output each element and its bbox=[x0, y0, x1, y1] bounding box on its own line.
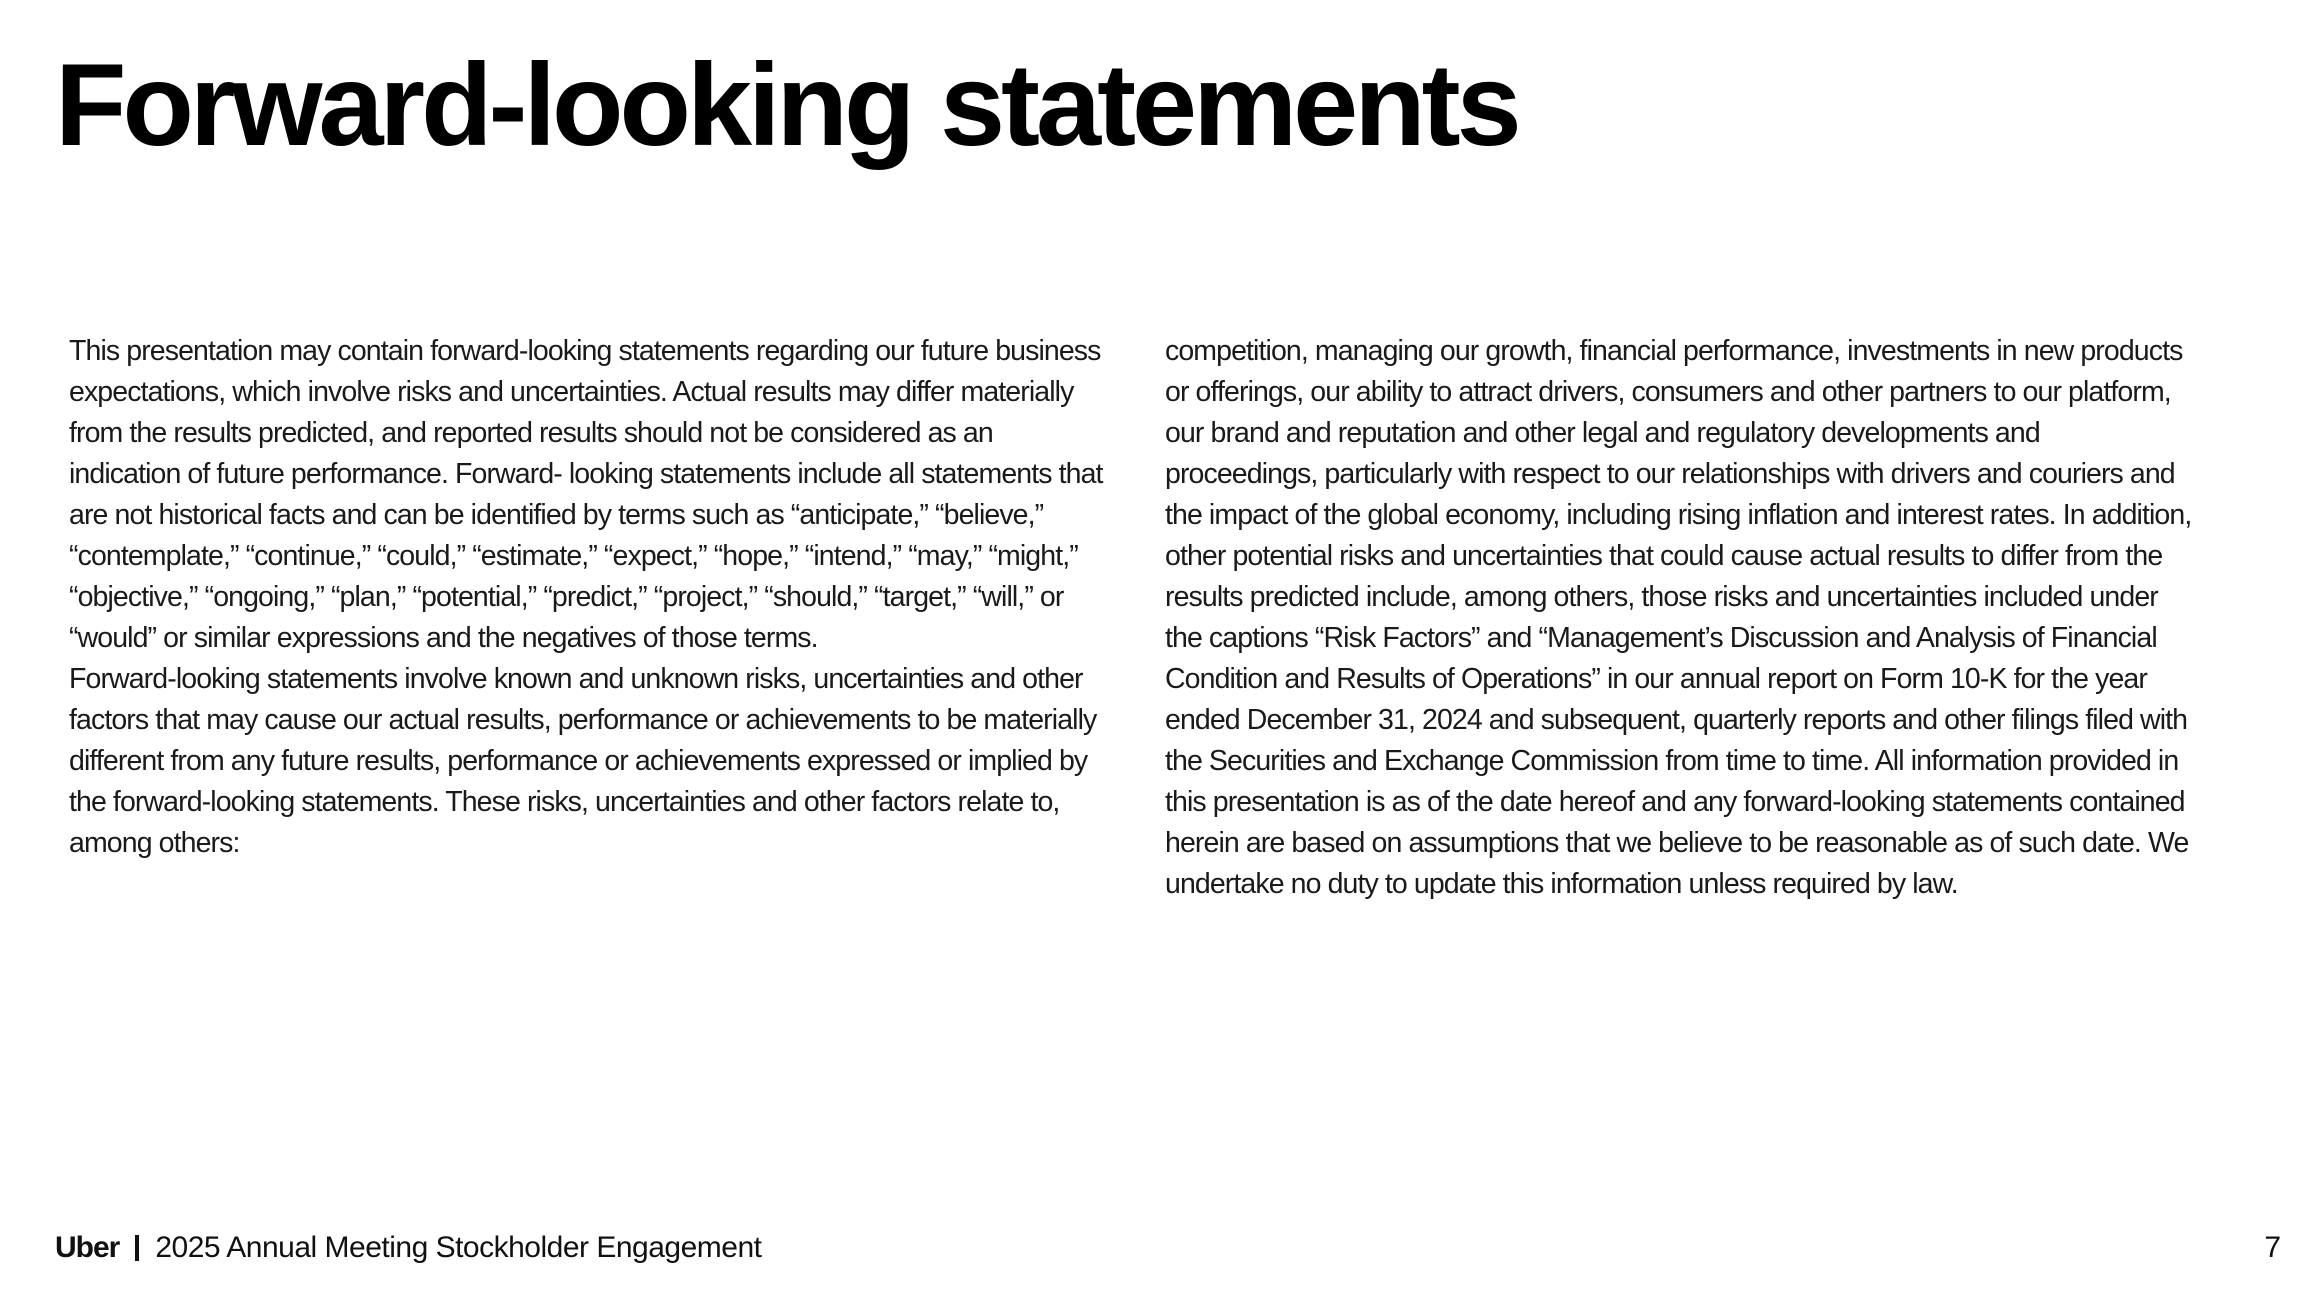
page-title: Forward-looking statements bbox=[55, 39, 1518, 170]
footer-title: 2025 Annual Meeting Stockholder Engagement bbox=[155, 1231, 762, 1264]
brand-logo: Uber bbox=[55, 1231, 120, 1264]
risk-factors-paragraph: Forward-looking statements involve known and unknown risks, uncertainties and other factors that may cause our actual results, performance or achievements to be materially different from any future results, performance or achievements expressed or implied by the forward-looking statements. These risks, uncertainties and other factors relate to, among others: bbox=[69, 663, 1097, 859]
page-number: 7 bbox=[2264, 1231, 2281, 1264]
right-text-column bbox=[1165, 331, 2195, 905]
footer bbox=[55, 1228, 761, 1268]
intro-paragraph: This presentation may contain forward-looking statements regarding our future business expectations, which involve risks and uncertainties. Actual results may differ materially from the results predicted, and reported results should not be considered as an indication of future performance. Forward- looking statements include all statements that are not historical facts and can be identified by terms such as “anticipate,” “believe,” “contemplate,” “continue,” “could,” “estimate,” “expect,” “hope,” “intend,” “may,” “might,” “objective,” “ongoing,” “plan,” “potential,” “predict,” “project,” “should,” “target,” “will,” or “would” or similar expressions and the negatives of those terms. bbox=[69, 335, 1103, 654]
continuation-paragraph: competition, managing our growth, financial performance, investments in new products or offerings, our ability to attract drivers, consumers and other partners to our platform, our brand and reputation and other legal and regulatory developments and proceedings, particularly with respect to our relationships with drivers and couriers and the impact of the global economy, including rising inflation and interest rates. In addition, other potential risks and uncertainties that could cause actual results to differ from the results predicted include, among others, those risks and uncertainties included under the captions “Risk Factors” and “Management’s Discussion and Analysis of Financial Condition and Results of Operations” in our annual report on Form 10-K for the year ended December 31, 2024 and subsequent, quarterly reports and other filings filed with the Securities and Exchange Commission from time to time. All information provided in this presentation is as of the date hereof and any forward-looking statements contained herein are based on assumptions that we believe to be reasonable as of such date. We undertake no duty to update this information unless required by law. bbox=[1165, 335, 2192, 900]
left-text-column bbox=[69, 331, 1104, 864]
footer-divider bbox=[135, 1235, 139, 1261]
